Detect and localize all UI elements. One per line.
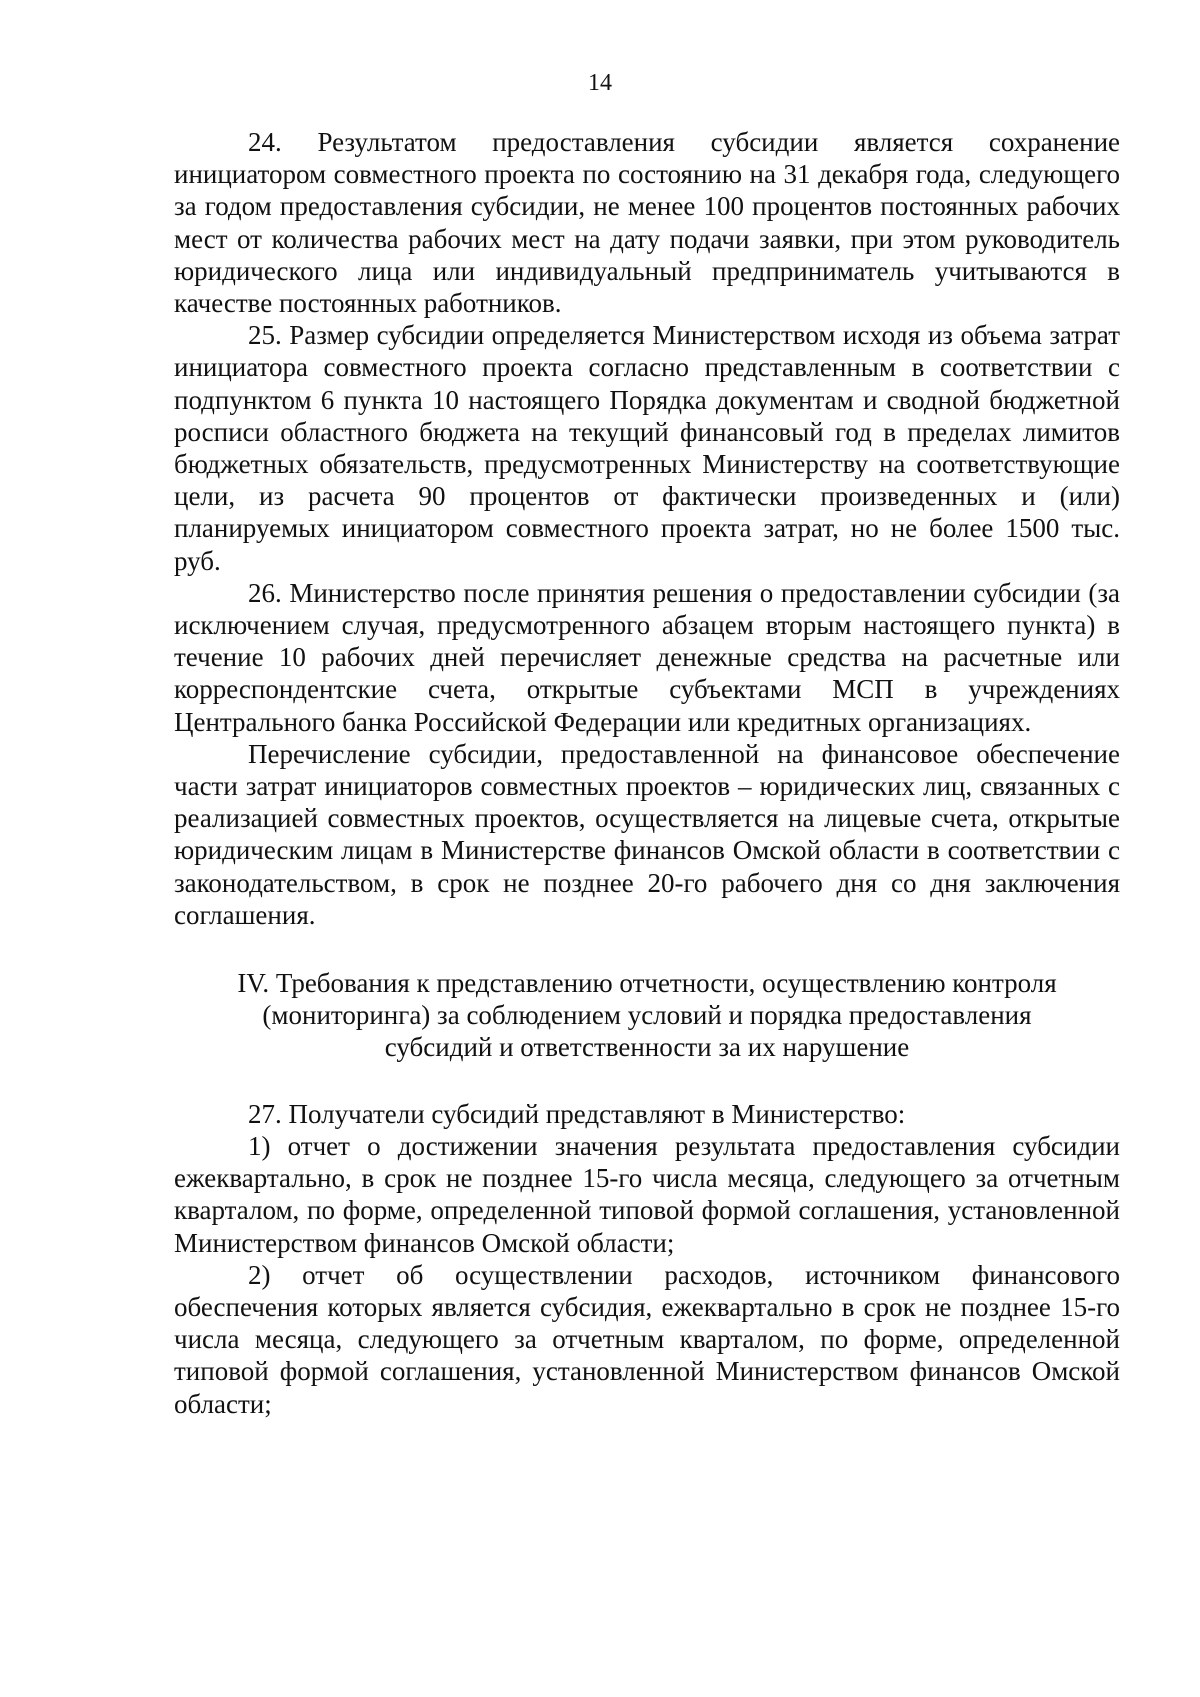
section-heading-line: (мониторинга) за соблюдением условий и порядка предоставления	[262, 1000, 1032, 1031]
document-body	[174, 126, 1120, 1420]
page-number: 14	[588, 70, 612, 96]
paragraph-24: 24. Результатом предоставления субсидии является сохранение инициатором совместного проекта по состоянию на 31 декабря года, следующего за годом предоставления субсидии, не менее 100 процентов постоянных рабочих мест от количества рабочих мест на дату подачи заявки, при этом руководитель юридического лица или индивидуальный предприниматель учитываются в качестве постоянных работников.	[174, 127, 1120, 319]
section-heading	[174, 967, 1120, 1064]
paragraph-26: 26. Министерство после принятия решения о предоставлении субсидии (за исключением случая, предусмотренного абзацем вторым настоящего пункта) в течение 10 рабочих дней перечисляет денежные средства на расчетные или корреспондентские счета, открытые субъектами МСП в учреждениях Центрального банка Российской Федерации или кредитных организациях.	[174, 577, 1120, 737]
paragraph-26-part-2: Перечисление субсидии, предоставленной на финансовое обеспечение части затрат инициаторов совместных проектов – юридических лиц, связанных с реализацией совместных проектов, осуществляется на лицевые счета, открытые юридическим лицам в Министерстве финансов Омской области в соответствии с законодательством, в срок не позднее 20-го рабочего дня со дня заключения соглашения.	[174, 738, 1120, 930]
section-heading-line: IV. Требования к представлению отчетности, осуществлению контроля	[237, 968, 1057, 999]
paragraph-27: 27. Получатели субсидий представляют в Министерство:	[248, 1098, 906, 1129]
paragraph-27-item-2: 2) отчет об осуществлении расходов, источником финансового обеспечения которых является субсидия, ежеквартально в срок не позднее 15-го числа месяца, следующего за отчетным кварталом, по форме, определенной типовой формой соглашения, установленной Министерством финансов Омской области;	[174, 1259, 1120, 1419]
paragraph-25: 25. Размер субсидии определяется Министерством исходя из объема затрат инициатора совместного проекта согласно представленным в соответствии с подпунктом 6 пункта 10 настоящего Порядка документам и сводной бюджетной росписи областного бюджета на текущий финансовый год в пределах лимитов бюджетных обязательств, предусмотренных Министерству на соответствующие цели, из расчета 90 процентов от фактически произведенных и (или) планируемых инициатором совместного проекта затрат, но не более 1500 тыс. руб.	[174, 320, 1120, 576]
paragraph-27-item-1: 1) отчет о достижении значения результата предоставления субсидии ежеквартально, в срок не позднее 15-го числа месяца, следующего за отчетным кварталом, по форме, определенной типовой формой соглашения, установленной Министерством финансов Омской области;	[174, 1130, 1120, 1258]
section-heading-line: субсидий и ответственности за их нарушение	[384, 1032, 910, 1063]
